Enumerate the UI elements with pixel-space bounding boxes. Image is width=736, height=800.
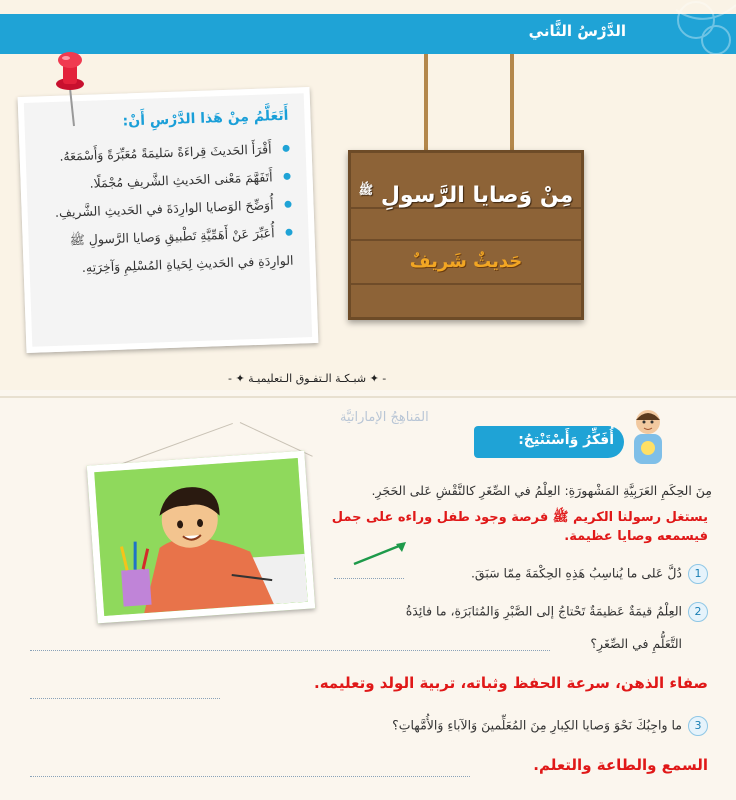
- answer-line: [30, 650, 550, 651]
- thinking-child-icon: [626, 406, 670, 466]
- push-pin-icon: [52, 48, 88, 128]
- objective-item: أُعَبِّرَ عَنْ أَهَمِّيَّةِ تَطْبيقِ وَصايا الرَّسولِ ﷺ: [38, 222, 293, 253]
- curriculum-watermark: المَناهِجُ الإماراتيَّة: [340, 410, 429, 425]
- floral-ornament-icon: [616, 0, 736, 60]
- objective-item: أَقْرَأَ الحَديثَ قِراءَةً سَليمَةً مُعَبِّرَةً وَأَسْمَعَهُ.: [35, 138, 290, 169]
- child-studying-illustration: [87, 451, 315, 624]
- intro-paragraph: مِنَ الحِكَمِ العَرَبِيَّةِ المَشْهورَةِ: العِلْمُ في الصِّغَرِ كالنَّقْشِ عَلى الحَجَرِ.: [371, 483, 712, 498]
- bullet-icon: [285, 229, 292, 236]
- lesson-title: [351, 183, 581, 208]
- site-watermark: - ✦ شبـكـة الـتفـوق الـتعليميـة ✦ -: [228, 372, 387, 385]
- answer-2: صفاء الذهن، سرعة الحفظ وثباته، تربية الولد وتعليمه.: [314, 674, 708, 692]
- question-number-badge: 3: [688, 716, 708, 736]
- answer-line: [30, 776, 470, 777]
- think-banner: [474, 426, 624, 458]
- lesson-title-text: مِنْ وَصايا الرَّسولِ: [380, 183, 574, 208]
- objective-item-continued: الوارِدَةِ في الحَديثِ لِحَياةِ المُسْلِمِ وَآخِرَتِهِ.: [81, 252, 294, 276]
- bullet-icon: [283, 173, 290, 180]
- question-text: دُلَّ عَلى ما يُناسِبُ هَذِهِ الحِكْمَةَ مِمّا سَبَقَ.: [470, 565, 682, 581]
- question-2: [406, 602, 708, 622]
- bullet-icon: [284, 201, 291, 208]
- wooden-signboard: [348, 150, 584, 320]
- think-and-conclude-section: [0, 396, 736, 800]
- child-writing-icon: [94, 458, 308, 616]
- lesson-subtitle: حَديثٌ شَريفٌ: [409, 251, 523, 272]
- answer-1: يستغل رسولنا الكريم ﷺ فرصة وجود طفل وراءه على جمل فيسمعه وصايا عظيمة.: [331, 510, 708, 544]
- question-1: [471, 564, 708, 584]
- lesson-number-label: الدَّرْسُ الثَّاني: [528, 22, 626, 40]
- think-title: أُفَكِّرُ وَأَسْتَنْتِجُ:: [518, 432, 614, 448]
- question-2-continued: التَّعَلُّمِ في الصِّغَرِ؟: [590, 636, 682, 651]
- question-text: ما واجِبُكَ نَحْوَ وَصايا الكِبارِ مِنَ المُعَلِّمينَ وَالآباءِ وَالأُمَّهاتِ؟: [392, 717, 682, 733]
- green-arrow-icon: [350, 538, 410, 568]
- question-number-badge: 2: [688, 602, 708, 622]
- answer-line: [30, 698, 220, 699]
- objective-item: أُوَضِّحَ الوَصايا الوارِدَةَ في الحَديثِ الشَّريفِ.: [37, 194, 292, 225]
- question-text: العِلْمُ قيمَةٌ عَظيمَةٌ تَحْتاجُ إلى الصَّبْرِ وَالمُثابَرَةِ، ما فائِدَةُ: [405, 603, 682, 619]
- objective-item: أَتَفَهَّمَ مَعْنى الحَديثِ الشَّريفِ مُجْمَلًا.: [36, 166, 291, 197]
- bullet-icon: [282, 145, 289, 152]
- question-3: [392, 716, 708, 736]
- sign-rope-right: [510, 54, 514, 154]
- answer-3: السمع والطاعة والتعلم.: [533, 756, 708, 774]
- objectives-list: [35, 138, 294, 281]
- answer-line: [334, 578, 404, 579]
- sign-rope-left: [424, 54, 428, 154]
- question-number-badge: 1: [688, 564, 708, 584]
- honorific-symbol: ﷺ: [358, 183, 374, 197]
- objectives-title: أَتَعَلَّمُ مِنْ هَذا الدَّرْسِ أَنْ:: [122, 107, 289, 130]
- lesson-intro-section: [0, 0, 736, 390]
